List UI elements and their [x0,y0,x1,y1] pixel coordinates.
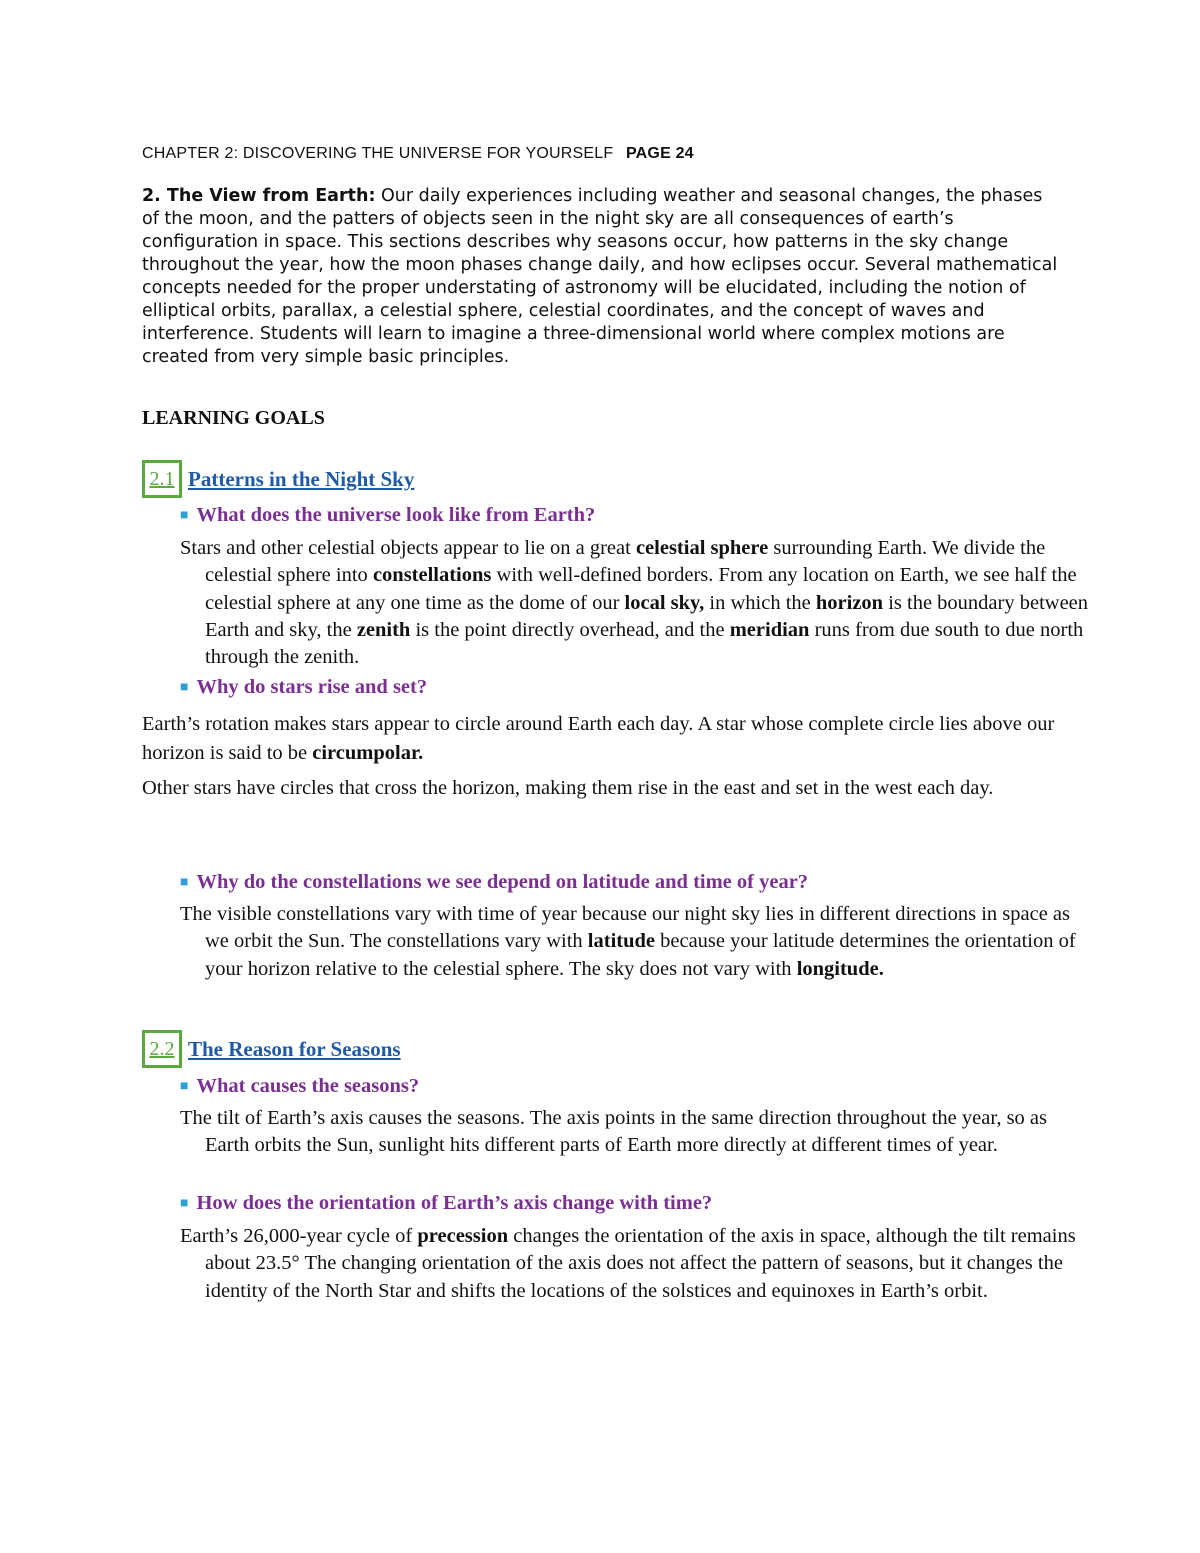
section-heading-2-2 [142,1031,401,1067]
question-text: How does the orientation of Earth’s axis change with time? [196,1192,713,1214]
text-run: is the boundary between Earth and sky, the [205,591,1089,641]
answer-paragraph [180,1105,1090,1160]
bold-term: zenith [356,618,411,641]
chapter-title: CHAPTER 2: DISCOVERING THE UNIVERSE FOR YOURSELF [142,145,614,162]
question-heading [180,1192,712,1215]
learning-goals-heading: LEARNING GOALS [142,407,325,429]
section-heading-2-1 [142,461,414,497]
text-run: surrounding Earth. We divide the celestial sphere into [205,537,1046,587]
answer-paragraph [142,710,1062,767]
bold-term: celestial sphere [635,537,769,559]
answer-paragraph [180,901,1090,983]
bold-term: circumpolar. [312,741,424,764]
question-text: What does the universe look like from Earth? [196,504,596,526]
bold-term: local sky, [624,591,705,614]
bold-term: longitude. [796,957,884,980]
bold-term: meridian [729,618,810,641]
section-number-link[interactable]: 2.1 [142,460,182,498]
square-bullet-icon: ■ [180,680,189,695]
intro-text: Our daily experiences including weather and seasonal changes, the phases of the moon, and the patters of objects seen in the night sky are all consequences of earth’s configuration in space. This sections describes why seasons occur, how patterns in the sky change throughout the year, how the moon phases change daily, and how eclipses occur. Several mathematical concepts needed for the proper understating of astronomy will be elucidated, including the notion of elliptical orbits, parallax, a celestial sphere, celestial coordinates, and the concept of waves and interference. Students will learn to imagine a three-dimensional world where complex motions are created from very simple basic principles. [142,186,1058,367]
question-text: What causes the seasons? [196,1075,420,1097]
question-heading [180,504,595,527]
square-bullet-icon: ■ [180,875,189,890]
text-run: in which the [704,591,816,614]
intro-lead: 2. The View from Earth: [142,186,376,206]
question-heading [180,676,427,699]
bold-term: constellations [372,564,492,587]
answer-paragraph [180,535,1090,671]
bold-term: latitude [587,930,655,953]
text-run: Earth’s rotation makes stars appear to circle around Earth each day. A star whose complete circle lies above our horizon is said to be [142,713,1055,764]
section-title-link[interactable]: Patterns in the Night Sky [188,466,415,491]
question-heading [180,1075,419,1098]
text-run: Earth’s 26,000-year cycle of [180,1225,418,1247]
square-bullet-icon: ■ [180,1196,189,1211]
answer-paragraph [180,1223,1090,1305]
text-run: Stars and other celestial objects appear to lie on a great [180,537,636,559]
square-bullet-icon: ■ [180,1079,189,1094]
chapter-header [142,145,694,163]
answer-paragraph [142,774,1062,803]
text-run: Other stars have circles that cross the horizon, making them rise in the east and set in the west each day. [142,777,994,799]
question-heading [180,871,808,894]
intro-paragraph [142,185,1062,369]
question-text: Why do stars rise and set? [196,676,428,698]
page-number: PAGE 24 [625,145,694,162]
text-run: changes the orientation of the axis in space, although the tilt remains about 23.5° The changing orientation of the axis does not affect the pattern of seasons, but it changes the identity of the North Star and shifts the locations of the solstices and equinoxes in Earth’s orbit. [205,1225,1076,1302]
bold-term: precession [417,1225,509,1247]
text-run: because your latitude determines the orientation of your horizon relative to the celestial sphere. The sky does not vary with [205,930,1076,980]
text-run: The visible constellations vary with time of year because our night sky lies in different directions in space as we orbit the Sun. The constellations vary with [180,903,1070,953]
text-run: is the point directly overhead, and the [410,618,730,641]
text-run: The tilt of Earth’s axis causes the seasons. The axis points in the same direction throughout the year, so as Earth orbits the Sun, sunlight hits different parts of Earth more directly at different times of year. [180,1107,1048,1157]
bold-term: horizon [815,591,884,614]
section-number-link[interactable]: 2.2 [142,1030,182,1068]
text-run: runs from due south to due north through the zenith. [205,618,1084,669]
text-run: with well-defined borders. From any location on Earth, we see half the celestial sphere at any one time as the dome of our [205,564,1077,614]
question-text: Why do the constellations we see depend on latitude and time of year? [196,871,809,893]
section-title-link[interactable]: The Reason for Seasons [188,1036,401,1061]
square-bullet-icon: ■ [180,508,189,523]
